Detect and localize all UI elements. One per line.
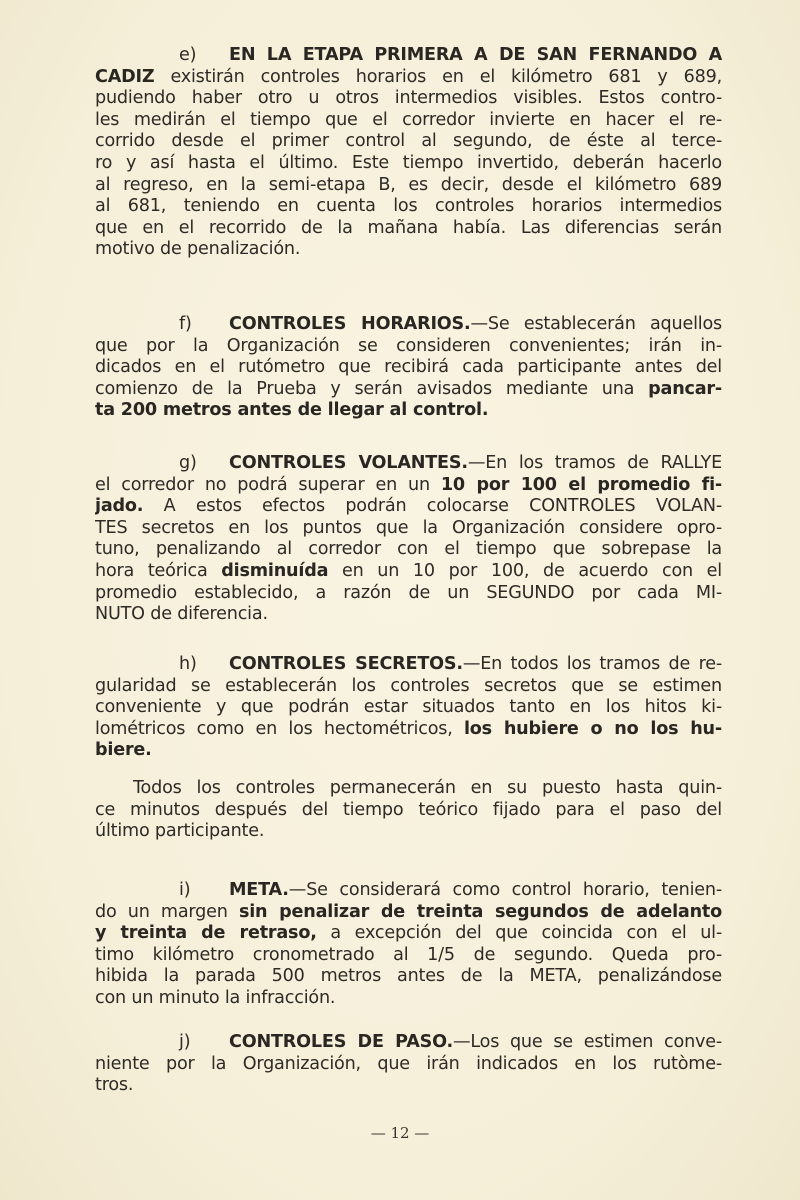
body-text: motivo de penalización. (95, 239, 301, 260)
text-line (95, 1054, 722, 1076)
paragraph-i (95, 880, 722, 1010)
text-line (95, 1032, 722, 1054)
body-text: NUTO de diferencia. (95, 604, 268, 625)
body-text: TES secretos en los puntos que la Organización considere opro- (95, 517, 722, 538)
text-line (95, 336, 722, 358)
body-text: hibida la parada 500 metros antes de la META, penalizándose (95, 966, 722, 987)
text-line (95, 453, 722, 475)
body-text: al 681, teniendo en cuenta los controles horarios intermedios (95, 196, 722, 217)
text-line (95, 740, 722, 762)
text-line (95, 1075, 722, 1097)
bold-text: jado. (95, 496, 144, 517)
body-text: gularidad se establecerán los controles secretos que se estimen (95, 675, 722, 696)
text-line (95, 539, 722, 561)
text-line (95, 175, 722, 197)
body-text: ce minutos después del tiempo teórico fijado para el paso del (95, 799, 722, 820)
text-line (95, 676, 722, 698)
item-label: f) (179, 314, 192, 334)
text-line (95, 153, 722, 175)
paragraph-g (95, 453, 722, 626)
text-line (95, 496, 722, 518)
text-line (95, 583, 722, 605)
body-text: en un 10 por 100, de acuerdo con el (328, 560, 722, 581)
body-text: dicados en el rutómetro que recibirá cada participante antes del (95, 357, 722, 378)
bold-text: pancar- (648, 378, 722, 399)
body-text: —Los que se estimen conve- (452, 1032, 722, 1052)
text-line (95, 902, 722, 924)
bold-text: sin penalizar de treinta segundos de adelanto (238, 901, 722, 922)
item-label: g) (179, 453, 197, 473)
bold-text: biere. (95, 740, 152, 761)
paragraph-e (95, 45, 722, 261)
body-text: lométricos como en los hectométricos, (95, 718, 464, 739)
body-text: promedio establecido, a razón de un SEGUNDO por cada MI- (95, 582, 722, 603)
text-line (95, 131, 722, 153)
item-label: e) (179, 45, 197, 65)
text-line (95, 196, 722, 218)
body-text: —Se establecerán aquellos (470, 314, 722, 334)
text-line (95, 110, 722, 132)
bold-text: CONTROLES HORARIOS. (229, 314, 471, 334)
body-text: A estos efectos podrán colocarse CONTROLES VOLAN- (143, 496, 722, 517)
body-text: timo kilómetro cronometrado al 1/5 de segundo. Queda pro- (95, 944, 722, 965)
item-label: h) (179, 654, 197, 674)
body-text: —En todos los tramos de re- (462, 654, 722, 674)
page-number: — 12 — (370, 1124, 430, 1142)
text-line (95, 697, 722, 719)
text-line (95, 966, 722, 988)
text-line (95, 945, 722, 967)
body-text: comienzo de la Prueba y serán avisados mediante una (95, 378, 649, 399)
bold-text: ta 200 metros antes de llegar al control. (95, 400, 489, 421)
text-line (95, 239, 722, 261)
paragraph-note (95, 778, 722, 843)
text-line (95, 518, 722, 540)
paragraph-h (95, 654, 722, 762)
text-line (95, 379, 722, 401)
body-text: —En los tramos de RALLYE (467, 453, 722, 473)
text-line (95, 778, 722, 800)
text-line (95, 821, 722, 843)
bold-text: CONTROLES VOLANTES. (229, 453, 468, 473)
body-text: tuno, penalizando al corredor con el tiempo que sobrepase la (95, 539, 722, 560)
text-line (95, 357, 722, 379)
body-text: corrido desde el primer control al segundo, de éste al terce- (95, 131, 722, 152)
item-label: j) (179, 1032, 191, 1052)
bold-text: CADIZ (95, 66, 155, 87)
body-text: el corredor no podrá superar en un (95, 474, 441, 495)
text-line (95, 475, 722, 497)
body-text: último participante. (95, 821, 265, 842)
text-line (95, 988, 722, 1010)
paragraph-j (95, 1032, 722, 1097)
body-text: Todos los controles permanecerán en su puesto hasta quin- (133, 778, 722, 798)
bold-text: META. (229, 880, 289, 900)
text-line (95, 923, 722, 945)
text-line (95, 561, 722, 583)
text-line (95, 314, 722, 336)
text-line (95, 654, 722, 676)
body-text: conveniente y que podrán estar situados tanto en los hitos ki- (95, 697, 722, 718)
body-text: —Se considerará como control horario, tenien- (288, 880, 722, 900)
body-text: les medirán el tiempo que el corredor invierte en hacer el re- (95, 109, 722, 130)
body-text: que en el recorrido de la mañana había. Las diferencias serán (95, 217, 722, 238)
bold-text: disminuída (221, 560, 329, 581)
bold-text: EN LA ETAPA PRIMERA A DE SAN FERNANDO A (229, 45, 722, 65)
text-line (95, 880, 722, 902)
bold-text: CONTROLES SECRETOS. (229, 654, 463, 674)
text-line (95, 218, 722, 240)
body-text: do un margen (95, 901, 239, 922)
text-line (95, 604, 722, 626)
text-line (95, 45, 722, 67)
text-line (95, 800, 722, 822)
body-text: que por la Organización se consideren convenientes; irán in- (95, 335, 722, 356)
text-line (95, 88, 722, 110)
body-text: niente por la Organización, que irán indicados en los rutòme- (95, 1053, 722, 1074)
body-text: ro y así hasta el último. Este tiempo invertido, deberán hacerlo (95, 152, 722, 173)
body-text: con un minuto la infracción. (95, 987, 336, 1008)
paragraph-f (95, 314, 722, 422)
bold-text: CONTROLES DE PASO. (229, 1032, 453, 1052)
body-text: a excepción del que coincida con el ul- (316, 923, 722, 944)
body-text: existirán controles horarios en el kilómetro 681 y 689, (154, 66, 722, 87)
bold-text: y treinta de retraso, (95, 923, 317, 944)
bold-text: 10 por 100 el promedio fi- (440, 474, 722, 495)
body-text: tros. (95, 1075, 134, 1096)
body-text: hora teórica (95, 560, 222, 581)
bold-text: los hubiere o no los hu- (463, 718, 722, 739)
body-text: al regreso, en la semi-etapa B, es decir, desde el kilómetro 689 (95, 174, 722, 195)
item-label: i) (179, 880, 191, 900)
text-line (95, 67, 722, 89)
text-line (95, 400, 722, 422)
text-line (95, 719, 722, 741)
body-text: pudiendo haber otro u otros intermedios visibles. Estos contro- (95, 88, 722, 109)
